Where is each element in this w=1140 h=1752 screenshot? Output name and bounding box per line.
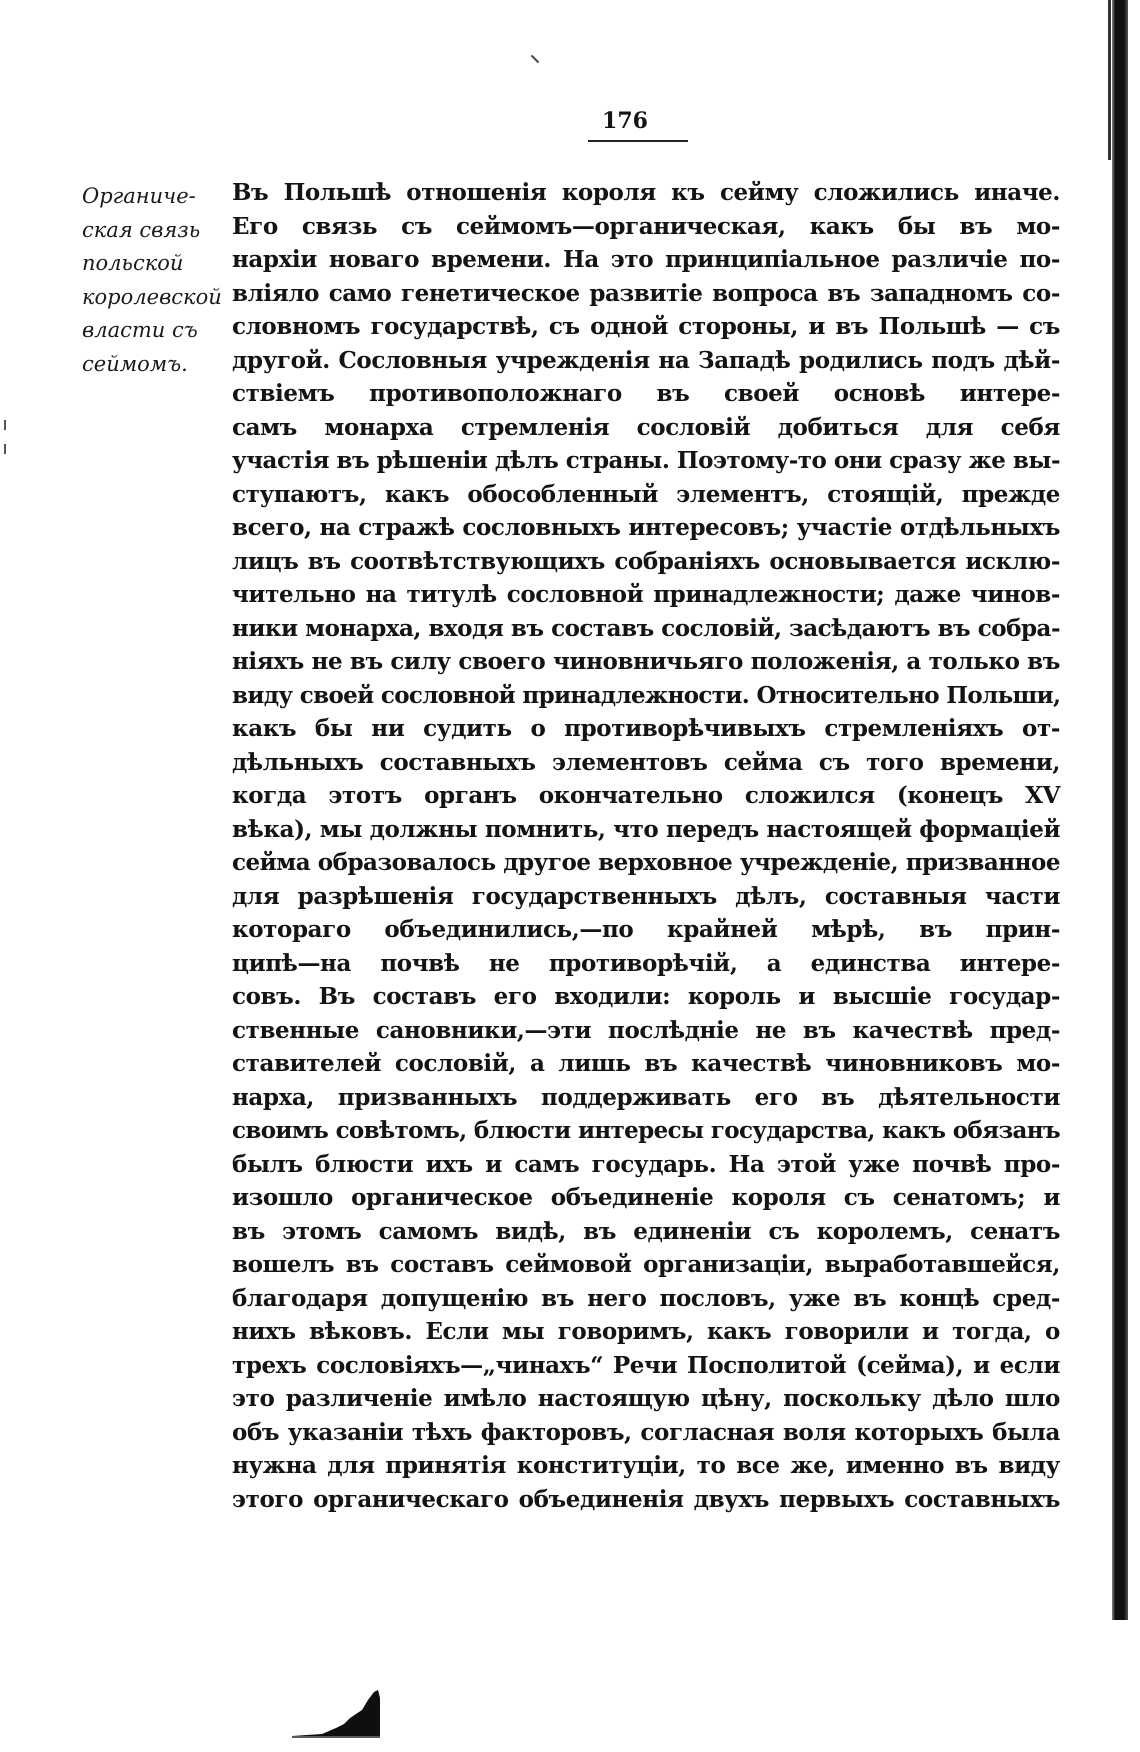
text-line: вліяло само генетическое развитіе вопроса въ западномъ со-: [232, 279, 1060, 307]
body-text: [232, 176, 1060, 1516]
text-line: ствіемъ противоположнаго въ своей основѣ интере-: [232, 380, 1060, 407]
text-line: былъ блюсти ихъ и самъ государь. На этой уже почвѣ про-: [232, 1150, 1060, 1178]
text-line: ципѣ—на почвѣ не противорѣчій, а единства интере-: [232, 949, 1060, 977]
text-line: это различеніе имѣло настоящую цѣну, поскольку дѣло шло: [232, 1385, 1060, 1412]
left-margin-marks: [4, 420, 6, 460]
marginal-note-line: ская связь: [82, 217, 201, 242]
text-line: сейма образовалось другое верховное учрежденіе, призванное: [232, 849, 1060, 876]
text-line: всего, на стражѣ сословныхъ интересовъ; участіе отдѣльныхъ: [232, 514, 1060, 541]
text-line: виду своей сословной принадлежности. Относительно Польши,: [232, 681, 1061, 709]
marginal-note-line: власти съ: [82, 318, 198, 342]
text-line: когда этотъ органъ окончательно сложился (конецъ XV: [232, 782, 1060, 809]
text-line: Его связь съ сеймомъ—органическая, какъ бы въ мо-: [232, 212, 1060, 240]
marginal-note-line: сеймомъ.: [82, 351, 188, 376]
text-line: самъ монарха стремленія сословій добиться для себя: [232, 413, 1060, 441]
text-line: котораго объединились,—по крайней мѣрѣ, въ прин-: [232, 916, 1060, 943]
text-line: трехъ сословіяхъ—„чинахъ“ Речи Посполитой (сейма), и если: [232, 1351, 1060, 1379]
text-line: вошелъ въ составъ сеймовой организаціи, выработавшейся,: [232, 1251, 1060, 1278]
text-line: ставителей сословій, а лишь въ качествѣ чиновниковъ мо-: [232, 1050, 1060, 1077]
text-line: совъ. Въ составъ его входили: король и высшіе государ-: [232, 983, 1060, 1010]
page-number: 176: [602, 108, 648, 134]
text-line: лицъ въ соотвѣтствующихъ собраніяхъ основывается исклю-: [232, 547, 1060, 575]
text-line: участія въ рѣшеніи дѣлъ страны. Поэтому-то они сразу же вы-: [232, 447, 1060, 474]
text-line: своимъ совѣтомъ, блюсти интересы государства, какъ обязанъ: [232, 1117, 1060, 1144]
scan-edge-shadow: [1112, 0, 1128, 1620]
text-line: какъ бы ни судить о противорѣчивыхъ стремленіяхъ от-: [232, 715, 1060, 742]
text-line: ступаютъ, какъ обособленный элементъ, стоящій, прежде: [232, 480, 1060, 508]
text-line: въ этомъ самомъ видѣ, въ единеніи съ королемъ, сенатъ: [232, 1217, 1060, 1245]
text-line: благодаря допущенію въ него пословъ, уже въ концѣ сред-: [232, 1284, 1060, 1312]
text-line: чительно на титулѣ сословной принадлежности; даже чинов-: [232, 581, 1060, 608]
text-line: нарха, призванныхъ поддерживать его въ дѣятельности: [232, 1083, 1060, 1111]
page-number-rule: [588, 140, 688, 142]
text-line: другой. Сословныя учрежденія на Западѣ родились подъ дѣй-: [232, 346, 1060, 374]
marginal-note-line: Органиче-: [82, 184, 196, 208]
scan-speck: [531, 55, 539, 63]
marginal-note-line: польской: [82, 251, 184, 275]
text-line: Въ Польшѣ отношенія короля къ сейму сложились иначе.: [232, 179, 1060, 206]
ink-smudge-mark: [292, 1688, 382, 1738]
text-line: ственные сановники,—эти послѣдніе не въ качествѣ пред-: [232, 1016, 1060, 1044]
text-line: словномъ государствѣ, съ одной стороны, и въ Польшѣ — съ: [232, 313, 1060, 340]
text-line: ники монарха, входя въ составъ сословій, засѣдаютъ въ собра-: [232, 614, 1060, 642]
text-line: изошло органическое объединеніе короля съ сенатомъ; и: [232, 1184, 1060, 1211]
scan-edge-shadow-thin: [1108, 0, 1111, 160]
text-line: этого органическаго объединенія двухъ первыхъ составныхъ: [232, 1485, 1060, 1513]
text-line: ніяхъ не въ силу своего чиновничьяго положенія, а только въ: [232, 648, 1060, 675]
text-line: для разрѣшенія государственныхъ дѣлъ, составныя части: [232, 882, 1060, 910]
marginal-note: [82, 180, 222, 381]
text-line: нихъ вѣковъ. Если мы говоримъ, какъ говорили и тогда, о: [232, 1318, 1060, 1345]
text-line: нужна для принятія конституціи, то все же, именно въ виду: [232, 1452, 1060, 1479]
text-line: нархіи новаго времени. На это принципіальное различіе по-: [232, 246, 1060, 273]
text-line: дѣльныхъ составныхъ элементовъ сейма съ того времени,: [232, 748, 1060, 776]
text-line: вѣка), мы должны помнить, что передъ настоящей формаціей: [232, 815, 1061, 843]
marginal-note-line: королевской: [82, 284, 222, 309]
text-line: объ указаніи тѣхъ факторовъ, согласная воля которыхъ была: [232, 1418, 1060, 1446]
